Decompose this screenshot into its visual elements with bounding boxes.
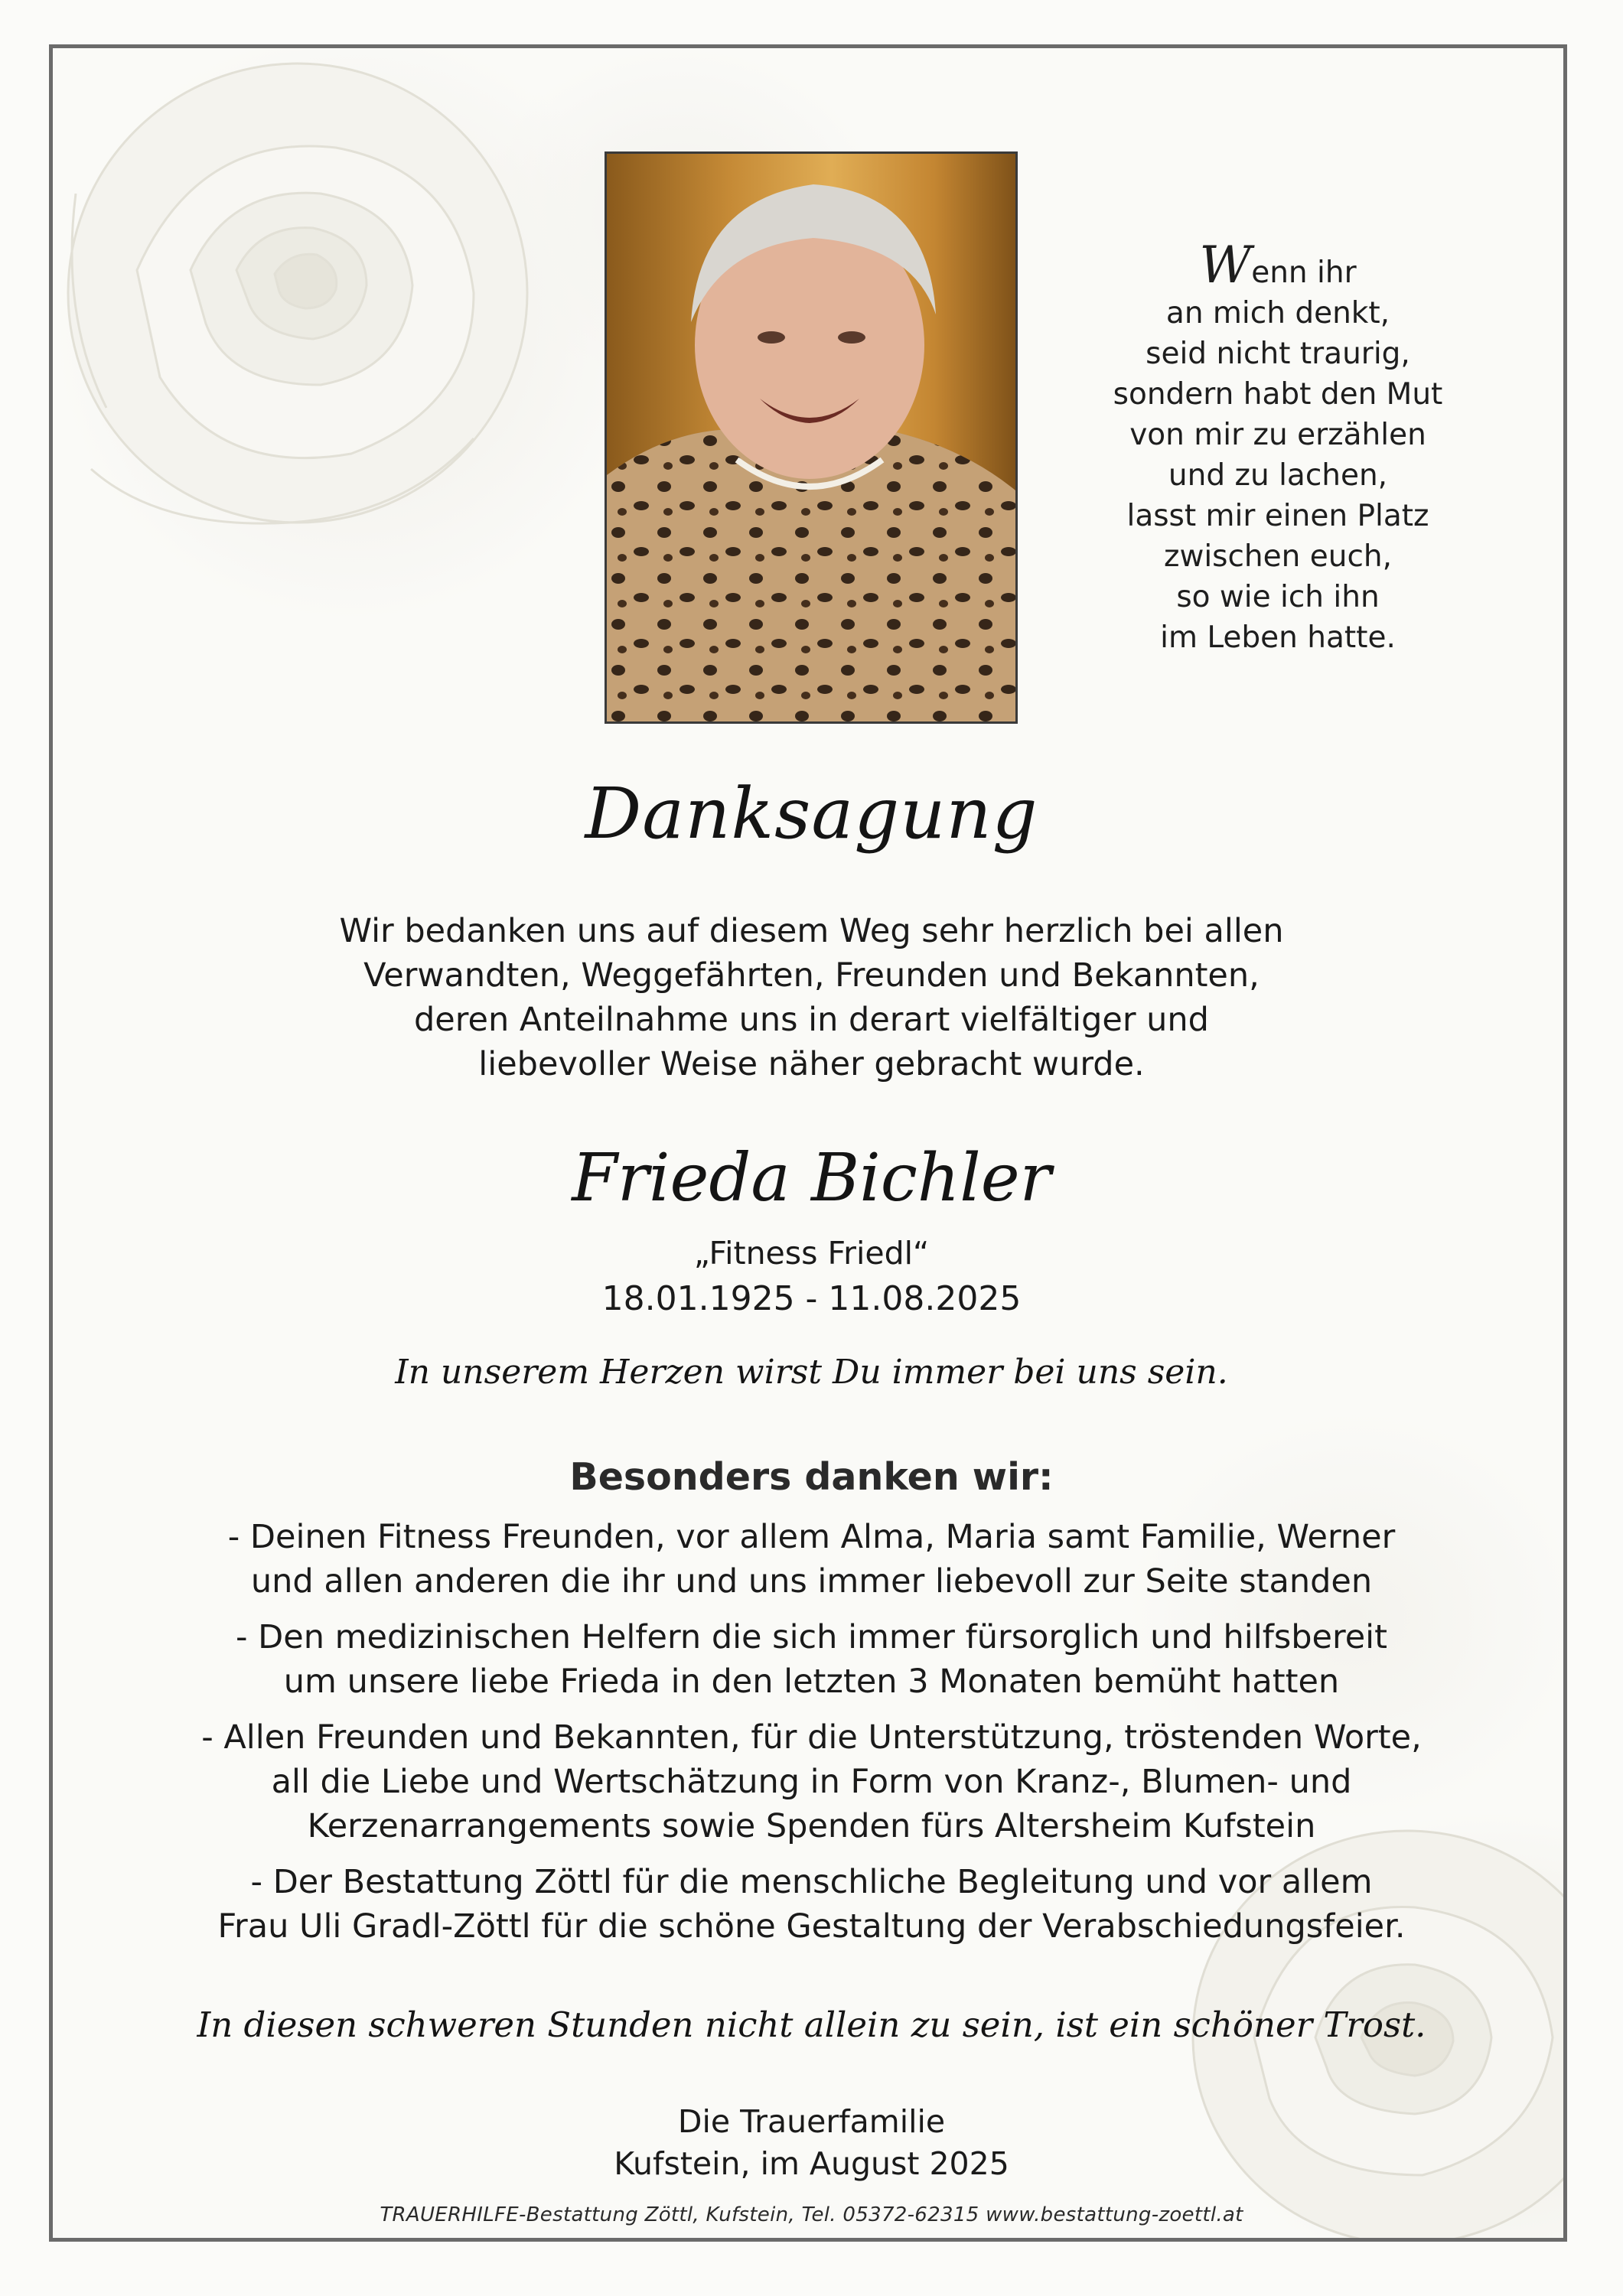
poem-line: und zu lachen, [1168, 458, 1388, 493]
family-signature [0, 2101, 1623, 2185]
intro-paragraph [0, 909, 1623, 1086]
intro-line: liebevoller Weise näher gebracht wurde. [478, 1045, 1145, 1083]
white-rose-top-left [49, 44, 657, 668]
poem-initial: W [1199, 236, 1252, 295]
page-title: Danksagung [585, 773, 1038, 855]
intro-line: deren Anteilnahme uns in derart vielfältiger und [414, 1001, 1209, 1039]
poem-line: so wie ich ihn [1176, 580, 1380, 614]
poem-line: seid nicht traurig, [1146, 337, 1410, 371]
deceased-name: Frieda Bichler [572, 1140, 1051, 1216]
intro-line: Verwandten, Weggefährten, Freunden und Bekannten, [363, 956, 1260, 995]
poem-line: an mich denkt, [1165, 296, 1390, 331]
thanks-line: um unsere liebe Frieda in den letzten 3 Monaten bemüht hatten [283, 1663, 1340, 1701]
thanks-line: Frau Uli Gradl-Zöttl für die schöne Gestaltung der Verabschiedungsfeier. [217, 1907, 1406, 1946]
family-line: Die Trauerfamilie [677, 2103, 946, 2140]
thanks-item [0, 1615, 1623, 1704]
thanks-line: all die Liebe und Wertschätzung in Form von Kranz-, Blumen- und [271, 1763, 1352, 1801]
portrait-silhouette [607, 154, 1015, 721]
thanks-line: Kerzenarrangements sowie Spenden fürs Altersheim Kufstein [307, 1807, 1316, 1845]
thanks-line: - Allen Freunden und Bekannten, für die Unterstützung, tröstenden Worte, [201, 1718, 1422, 1757]
poem-first-line [1056, 236, 1500, 295]
thanks-line: und allen anderen die ihr und uns immer liebevoll zur Seite standen [250, 1562, 1373, 1601]
poem-line: sondern habt den Mut [1113, 377, 1443, 412]
poem-line: lasst mir einen Platz [1126, 499, 1429, 533]
thanks-line: - Den medizinischen Helfern die sich immer fürsorglich und hilfsbereit [236, 1618, 1387, 1656]
poem-line: zwischen euch, [1163, 539, 1393, 574]
deceased-nickname: „Fitness Friedl“ [693, 1235, 930, 1272]
portrait-photo [605, 151, 1018, 724]
thanks-item [0, 1515, 1623, 1604]
thanks-item [0, 1860, 1623, 1949]
thanks-line: - Der Bestattung Zöttl für die menschliche Begleitung und vor allem [250, 1863, 1373, 1901]
life-dates: 18.01.1925 - 11.08.2025 [601, 1279, 1022, 1318]
poem-line: von mir zu erzählen [1129, 418, 1426, 452]
thanks-line: - Deinen Fitness Freunden, vor allem Alma, Maria samt Familie, Werner [227, 1518, 1396, 1556]
thanks-item [0, 1715, 1623, 1848]
thanks-heading: Besonders danken wir: [569, 1455, 1054, 1499]
poem-line: im Leben hatte. [1160, 620, 1396, 655]
memorial-motto: In unserem Herzen wirst Du immer bei uns sein. [395, 1353, 1228, 1392]
thanks-list [0, 1515, 1623, 1960]
memorial-poem [1056, 236, 1500, 658]
place-date-line: Kufstein, im August 2025 [614, 2145, 1009, 2182]
funeral-home-footer: TRAUERHILFE-Bestattung Zöttl, Kufstein, Tel. 05372-62315 www.bestattung-zoettl.at [380, 2203, 1243, 2226]
poem-first-rest: enn ihr [1251, 256, 1357, 290]
closing-quote: In diesen schweren Stunden nicht allein zu sein, ist ein schöner Trost. [197, 2005, 1426, 2045]
intro-line: Wir bedanken uns auf diesem Weg sehr herzlich bei allen [339, 912, 1284, 950]
